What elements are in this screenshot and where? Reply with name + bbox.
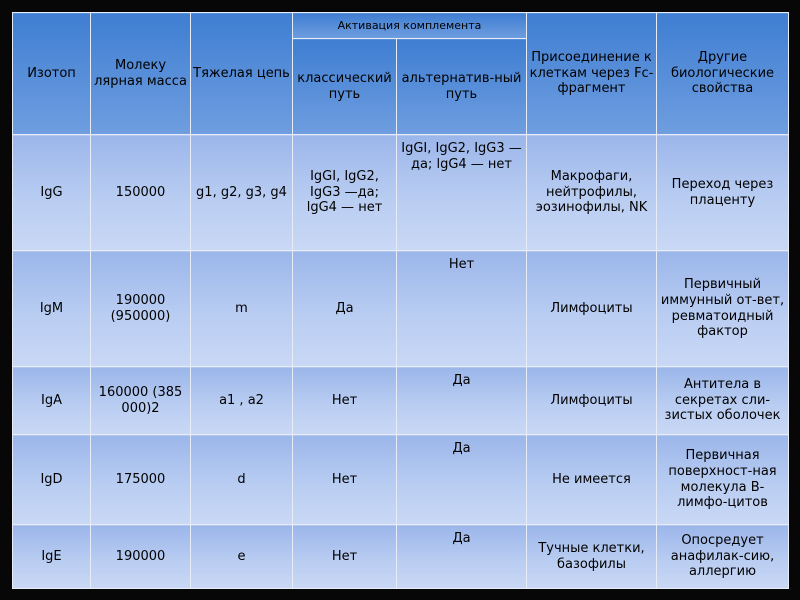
cell-heavy-chain: d (191, 435, 293, 525)
cell-alternative-path: Да (397, 435, 527, 525)
cell-alternative-path: Да (397, 525, 527, 589)
cell-isotope: IgE (13, 525, 91, 589)
header-molecular-mass: Молеку лярная масса (91, 13, 191, 135)
header-complement-activation: Активация комплемента (293, 13, 527, 39)
header-fc-binding: Присоединение к клеткам через Fc-фрагмент (527, 13, 657, 135)
table-row (13, 367, 789, 435)
cell-heavy-chain: a1 , a2 (191, 367, 293, 435)
cell-isotope: IgM (13, 251, 91, 367)
table-row (13, 135, 789, 251)
table-row (13, 251, 789, 367)
cell-heavy-chain: g1, g2, g3, g4 (191, 135, 293, 251)
cell-classic-path: Нет (293, 435, 397, 525)
cell-fc-binding: Лимфоциты (527, 251, 657, 367)
cell-fc-binding: Не имеется (527, 435, 657, 525)
cell-fc-binding: Макрофаги, нейтрофилы, эозинофилы, NK (527, 135, 657, 251)
header-alternative-path: альтернатив-ный путь (397, 39, 527, 135)
header-classic-path: классический путь (293, 39, 397, 135)
header-other-properties: Другие биологические свойства (657, 13, 789, 135)
header-heavy-chain: Тяжелая цепь (191, 13, 293, 135)
cell-classic-path: Нет (293, 367, 397, 435)
cell-mass: 175000 (91, 435, 191, 525)
cell-heavy-chain: m (191, 251, 293, 367)
cell-classic-path: Да (293, 251, 397, 367)
cell-fc-binding: Лимфоциты (527, 367, 657, 435)
cell-other: Переход через плаценту (657, 135, 789, 251)
table-row (13, 525, 789, 589)
header-isotope: Изотоп (13, 13, 91, 135)
cell-alternative-path: IgGI, IgG2, IgG3 — да; lgG4 — нет (397, 135, 527, 251)
cell-other: Опосредует анафилак-сию, аллергию (657, 525, 789, 589)
cell-classic-path: IgGI, IgG2, IgG3 —да; lgG4 — нет (293, 135, 397, 251)
immunoglobulin-table (12, 12, 789, 589)
cell-mass: 190000 (950000) (91, 251, 191, 367)
cell-mass: 150000 (91, 135, 191, 251)
cell-isotope: IgD (13, 435, 91, 525)
cell-mass: 160000 (385 000)2 (91, 367, 191, 435)
cell-alternative-path: Нет (397, 251, 527, 367)
cell-other: Первичная поверхност-ная молекула В-лимфо-цитов (657, 435, 789, 525)
cell-alternative-path: Да (397, 367, 527, 435)
table-row (13, 435, 789, 525)
cell-fc-binding: Тучные клетки, базофилы (527, 525, 657, 589)
cell-mass: 190000 (91, 525, 191, 589)
cell-isotope: IgG (13, 135, 91, 251)
cell-heavy-chain: e (191, 525, 293, 589)
cell-classic-path: Нет (293, 525, 397, 589)
cell-other: Антитела в секретах сли-зистых оболочек (657, 367, 789, 435)
cell-isotope: IgA (13, 367, 91, 435)
cell-other: Первичный иммунный от-вет, ревматоидный фактор (657, 251, 789, 367)
